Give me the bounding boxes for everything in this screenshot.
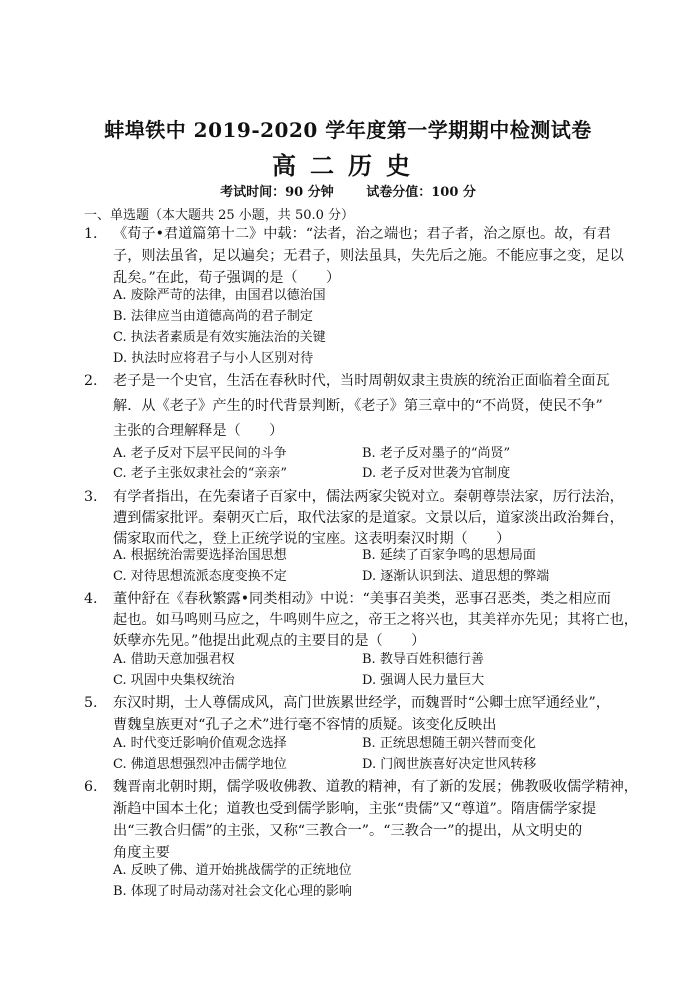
question-line: 解．从《老子》产生的时代背景判断，《老子》第三章中的“不尚贤，使民不争” bbox=[113, 398, 603, 414]
option-c: C. 佛道思想强烈冲击儒学地位 bbox=[113, 757, 287, 772]
question-number: 2. bbox=[84, 373, 98, 389]
question-number: 6. bbox=[84, 779, 98, 795]
exam-time: 考试时间：90 分钟 bbox=[220, 185, 334, 200]
option-d: D. 执法时应将君子与小人区别对待 bbox=[113, 351, 314, 366]
question-line: 主张的合理解释是（ ） bbox=[113, 423, 284, 439]
question-line: 有学者指出，在先秦诸子百家中，儒法两家尖锐对立。秦朝尊崇法家，厉行法治， bbox=[113, 489, 624, 505]
question-line: 东汉时期，士人尊儒成风，高门世族累世经学，而魏晋时“公卿士庶罕通经业”， bbox=[113, 695, 610, 711]
section-heading: 一、单选题（本大题共 25 小题，共 50.0 分） bbox=[84, 208, 355, 223]
option-d: D. 老子反对世袭为官制度 bbox=[362, 466, 511, 481]
option-c: C. 对待思想流派态度变换不定 bbox=[113, 569, 287, 584]
question-line: 老子是一个史官，生活在春秋时代，当时周朝奴隶主贵族的统治正面临着全面瓦 bbox=[113, 373, 610, 389]
option-a: A. 废除严苛的法律，由国君以德治国 bbox=[113, 288, 326, 303]
option-c: C. 执法者素质是有效实施法治的关键 bbox=[113, 330, 326, 345]
question-number: 4. bbox=[84, 591, 98, 607]
exam-title: 蚌埠铁中 2019-2020 学年度第一学期期中检测试卷 bbox=[104, 118, 592, 142]
exam-score: 试卷分值：100 分 bbox=[366, 185, 476, 200]
question-number: 3. bbox=[84, 489, 98, 505]
question-line: 《荀子•君道篇第十二》中载：“法者，治之端也；君子者，治之原也。故，有君 bbox=[113, 226, 611, 242]
question-line: 乱矣。”在此，荀子强调的是（ ） bbox=[113, 270, 341, 286]
option-b: B. 正统思想随王朝兴替而变化 bbox=[362, 736, 536, 751]
option-b: B. 老子反对墨子的“尚贤” bbox=[362, 446, 511, 461]
option-c: C. 老子主张奴隶社会的“亲亲” bbox=[113, 466, 288, 481]
question-line: 曹魏皇族更对“孔子之术”进行毫不容情的质疑。该变化反映出 bbox=[113, 717, 497, 733]
option-a: A. 借助天意加强君权 bbox=[113, 652, 235, 667]
option-d: D. 门阀世族喜好决定世风转移 bbox=[362, 757, 537, 772]
option-b: B. 教导百姓积德行善 bbox=[362, 652, 484, 667]
question-line: 出“三教合归儒”的主张，又称“三教合一”。“三教合一”的提出，从文明史的 bbox=[113, 823, 583, 839]
question-line: 起也。如马鸣则马应之，牛鸣则牛应之，帝王之将兴也，其美祥亦先见；其将亡也， bbox=[113, 612, 638, 628]
subject-title: 高二历史 bbox=[272, 151, 424, 180]
option-b: B. 体现了时局动荡对社会文化心理的影响 bbox=[113, 884, 352, 899]
option-a: A. 根据统治需要选择治国思想 bbox=[113, 548, 287, 563]
question-number: 1. bbox=[84, 226, 98, 242]
question-line: 儒家取而代之，登上正统学说的宝座。这表明秦汉时期（ ） bbox=[113, 531, 511, 547]
question-number: 5. bbox=[84, 695, 98, 711]
option-a: A. 时代变迁影响价值观念选择 bbox=[113, 736, 287, 751]
option-a: A. 反映了佛、道开始挑战儒学的正统地位 bbox=[113, 863, 352, 878]
question-line: 渐趋中国本土化；道教也受到儒学影响，主张“贵儒”又“尊道”。隋唐儒学家提 bbox=[113, 801, 597, 817]
question-line: 遭到儒家批评。秦朝灭亡后，取代法家的是道家。文景以后，道家淡出政治舞台， bbox=[113, 510, 624, 526]
option-d: D. 强调人民力量巨大 bbox=[362, 673, 485, 688]
option-b: B. 法律应当由道德高尚的君子制定 bbox=[113, 309, 313, 324]
question-line: 董仲舒在《春秋繁露•同类相动》中说：“美事召美类，恶事召恶类，类之相应而 bbox=[113, 591, 611, 607]
option-c: C. 巩固中央集权统治 bbox=[113, 673, 235, 688]
exam-meta bbox=[0, 181, 696, 200]
question-line: 子，则法虽省，足以遍矣；无君子，则法虽具，失先后之施。不能应事之变，足以 bbox=[113, 248, 624, 264]
option-b: B. 延续了百家争鸣的思想局面 bbox=[362, 548, 536, 563]
option-d: D. 逐渐认识到法、道思想的弊端 bbox=[362, 569, 550, 584]
option-a: A. 老子反对下层平民间的斗争 bbox=[113, 446, 287, 461]
question-line: 魏晋南北朝时期，儒学吸收佛教、道教的精神，有了新的发展；佛教吸收儒学精神， bbox=[113, 779, 638, 795]
question-line: 角度主要 bbox=[113, 845, 170, 861]
question-line: 妖孽亦先见。”他提出此观点的主要目的是（ ） bbox=[113, 633, 426, 649]
